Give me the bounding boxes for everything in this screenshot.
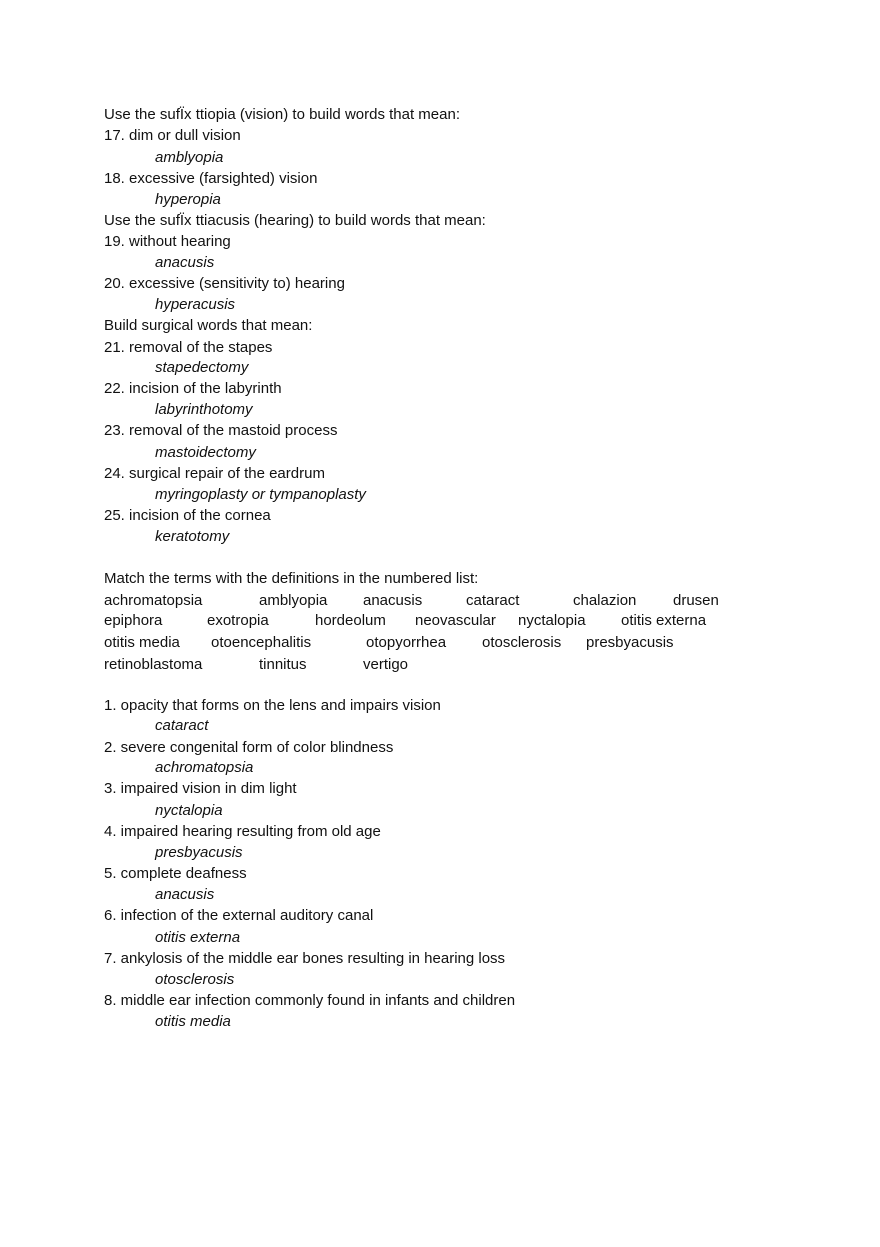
- term-item: otopyorrhea: [366, 634, 447, 651]
- answer-17: amblyopia: [155, 149, 224, 166]
- term-item: chalazion: [573, 592, 637, 609]
- term-item: retinoblastoma: [104, 656, 203, 673]
- term-item: presbyacusis: [586, 634, 674, 651]
- question-19: 19. without hearing: [104, 233, 231, 250]
- term-item: drusen: [673, 592, 719, 609]
- question-17: 17. dim or dull vision: [104, 127, 241, 144]
- answer-5: anacusis: [155, 886, 215, 903]
- definition-6: 6. infection of the external auditory canal: [104, 907, 374, 924]
- definition-5: 5. complete deafness: [104, 865, 247, 882]
- term-item: otitis media: [104, 634, 180, 651]
- instruction-acusis: Use the sufÏx ttiacusis (hearing) to build words that mean:: [104, 212, 486, 229]
- answer-1: cataract: [155, 717, 209, 734]
- answer-8: otitis media: [155, 1013, 231, 1030]
- answer-19: anacusis: [155, 254, 215, 271]
- term-item: epiphora: [104, 612, 163, 629]
- answer-25: keratotomy: [155, 528, 230, 545]
- term-item: anacusis: [363, 592, 423, 609]
- answer-20: hyperacusis: [155, 296, 236, 313]
- term-item: vertigo: [363, 656, 409, 673]
- answer-21: stapedectomy: [155, 359, 249, 376]
- instruction-opia: Use the sufÏx ttiopia (vision) to build words that mean:: [104, 106, 461, 123]
- term-item: otoencephalitis: [211, 634, 312, 651]
- answer-24: myringoplasty or tympanoplasty: [155, 486, 366, 503]
- answer-18: hyperopia: [155, 191, 221, 208]
- question-18: 18. excessive (farsighted) vision: [104, 170, 318, 187]
- term-item: otitis externa: [621, 612, 707, 629]
- question-25: 25. incision of the cornea: [104, 507, 271, 524]
- question-20: 20. excessive (sensitivity to) hearing: [104, 275, 345, 292]
- term-item: hordeolum: [315, 612, 386, 629]
- question-24: 24. surgical repair of the eardrum: [104, 465, 325, 482]
- answer-4: presbyacusis: [155, 844, 243, 861]
- term-item: cataract: [466, 592, 520, 609]
- definition-1: 1. opacity that forms on the lens and impairs vision: [104, 697, 441, 714]
- term-item: otosclerosis: [482, 634, 562, 651]
- term-item: exotropia: [207, 612, 269, 629]
- answer-23: mastoidectomy: [155, 444, 256, 461]
- definition-8: 8. middle ear infection commonly found in infants and children: [104, 992, 516, 1009]
- term-item: neovascular: [415, 612, 496, 629]
- term-item: nyctalopia: [518, 612, 586, 629]
- question-21: 21. removal of the stapes: [104, 339, 273, 356]
- answer-7: otosclerosis: [155, 971, 235, 988]
- definition-4: 4. impaired hearing resulting from old age: [104, 823, 381, 840]
- definition-7: 7. ankylosis of the middle ear bones resulting in hearing loss: [104, 950, 506, 967]
- term-item: tinnitus: [259, 656, 307, 673]
- question-23: 23. removal of the mastoid process: [104, 422, 338, 439]
- instruction-surgical: Build surgical words that mean:: [104, 317, 313, 334]
- definition-2: 2. severe congenital form of color blindness: [104, 739, 394, 756]
- answer-3: nyctalopia: [155, 802, 223, 819]
- answer-2: achromatopsia: [155, 759, 254, 776]
- instruction-match: Match the terms with the definitions in the numbered list:: [104, 570, 479, 587]
- answer-6: otitis externa: [155, 929, 241, 946]
- definition-3: 3. impaired vision in dim light: [104, 780, 297, 797]
- answer-22: labyrinthotomy: [155, 401, 253, 418]
- question-22: 22. incision of the labyrinth: [104, 380, 282, 397]
- term-item: achromatopsia: [104, 592, 203, 609]
- term-item: amblyopia: [259, 592, 328, 609]
